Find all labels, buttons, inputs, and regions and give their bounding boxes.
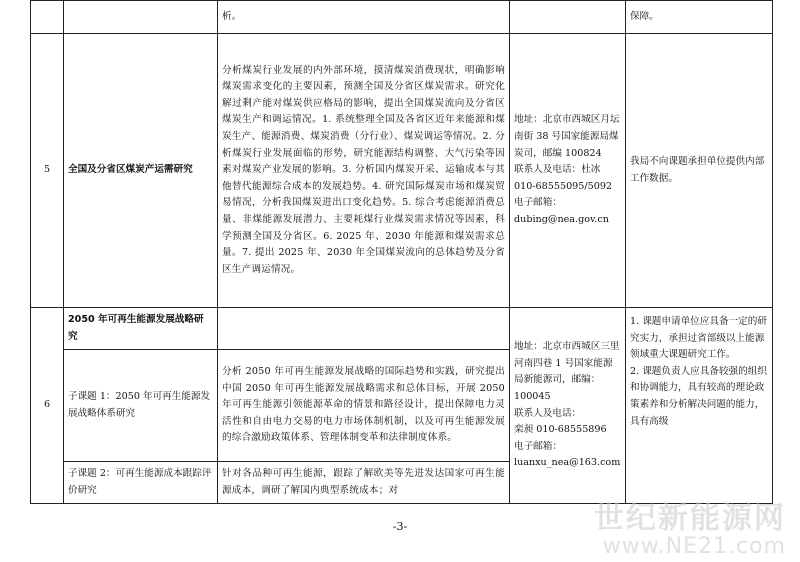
row-number: 5: [31, 34, 64, 308]
subtopic-2-content: 针对各品种可再生能源，跟踪了解欧美等先进发达国家可再生能源成本，调研了解国内典型系统成本；对: [218, 462, 510, 504]
cell-title-empty: [64, 1, 218, 34]
cell-contact-empty: [510, 1, 626, 34]
row-number: 6: [31, 308, 64, 504]
note-tail: 保障。: [626, 1, 773, 34]
topic-content: 分析煤炭行业发展的内外部环境，摸清煤炭消费现状，明确影响煤炭需求变化的主要因素，预测全国及分省区煤炭需求。研究化解过剩产能对煤炭供应格局的影响，提出全国煤炭流向及分省区煤炭生产和调运情况。1. 系统整理全国及各省区近年来能源和煤炭生产、能源消费、煤炭消费（分行业）、煤炭调运等情况。2. 分析煤炭行业发展面临的形势，研究能源结构调整、大气污染等因素对煤炭产业发展的影响。3. 分析国内煤炭开采、运输成本与其他替代能源综合成本的发展趋势。4. 研究国际煤炭市场和煤炭贸易情况，分析我国煤炭进出口变化趋势。5. 综合考虑能源消费总量、非煤能源发展潜力、主要耗煤行业煤炭需求情况等因素，科学预测全国及分省区。6. 2025 年、2030 年能源和煤炭需求总量。7. 提出 2025 年、2030 年全国煤炭流向的总体趋势及分省区生产调运情况。: [218, 34, 510, 308]
table-row-continued: [31, 1, 773, 34]
site-watermark: [594, 501, 786, 562]
topic-title: 全国及分省区煤炭产运需研究: [64, 34, 218, 308]
contact-info: 地址：北京市西城区三里河南四巷 1 号国家能源局新能源司，邮编：100045 联系人及电话： 栾昶 010-68555896 电子邮箱： luanxu_nea@163.com: [510, 308, 626, 504]
subtopic-1-content: 分析 2050 年可再生能源发展战略的国际趋势和实践，研究提出中国 2050 年可再生能源发展战略需求和总体目标，开展 2050 年可再生能源引领能源革命的情景和路径设计，提出保障电力灵活性和自由电力交易的电力市场体制机制，以及可再生能源发展的综合激励政策体系、管理体制变革和法律制度体系。: [218, 350, 510, 462]
contact-info: 地址：北京市西城区月坛南街 38 号国家能源局煤炭司，邮编 100824 联系人及电话：杜冰 010-68555095/5092 电子邮箱： dubing@nea.gov.cn: [510, 34, 626, 308]
content-tail: 析。: [218, 1, 510, 34]
research-topics-table: [30, 0, 773, 504]
subtopic-1-title: 子课题 1：2050 年可再生能源发展战略体系研究: [64, 350, 218, 462]
remarks: 我局不向课题承担单位提供内部工作数据。: [626, 34, 773, 308]
topic-title: 2050 年可再生能源发展战略研究: [64, 308, 218, 350]
watermark-url: www.NE21.com: [602, 534, 786, 559]
remarks: 1. 课题申请单位应具备一定的研究实力，承担过省部级以上能源领域重大课题研究工作。 2. 课题负责人应具备较强的组织和协调能力，具有较高的理论政策素养和分析解决问题的能力，具有高级: [626, 308, 773, 504]
cell-number-empty: [31, 1, 64, 34]
page-number: -3-: [392, 520, 408, 533]
table-row-5: [31, 34, 773, 308]
table-row-6-header: [31, 308, 773, 350]
cell-content-empty: [218, 308, 510, 350]
watermark-title: 世纪新能源网: [594, 501, 786, 536]
subtopic-2-title: 子课题 2：可再生能源成本跟踪评价研究: [64, 462, 218, 504]
